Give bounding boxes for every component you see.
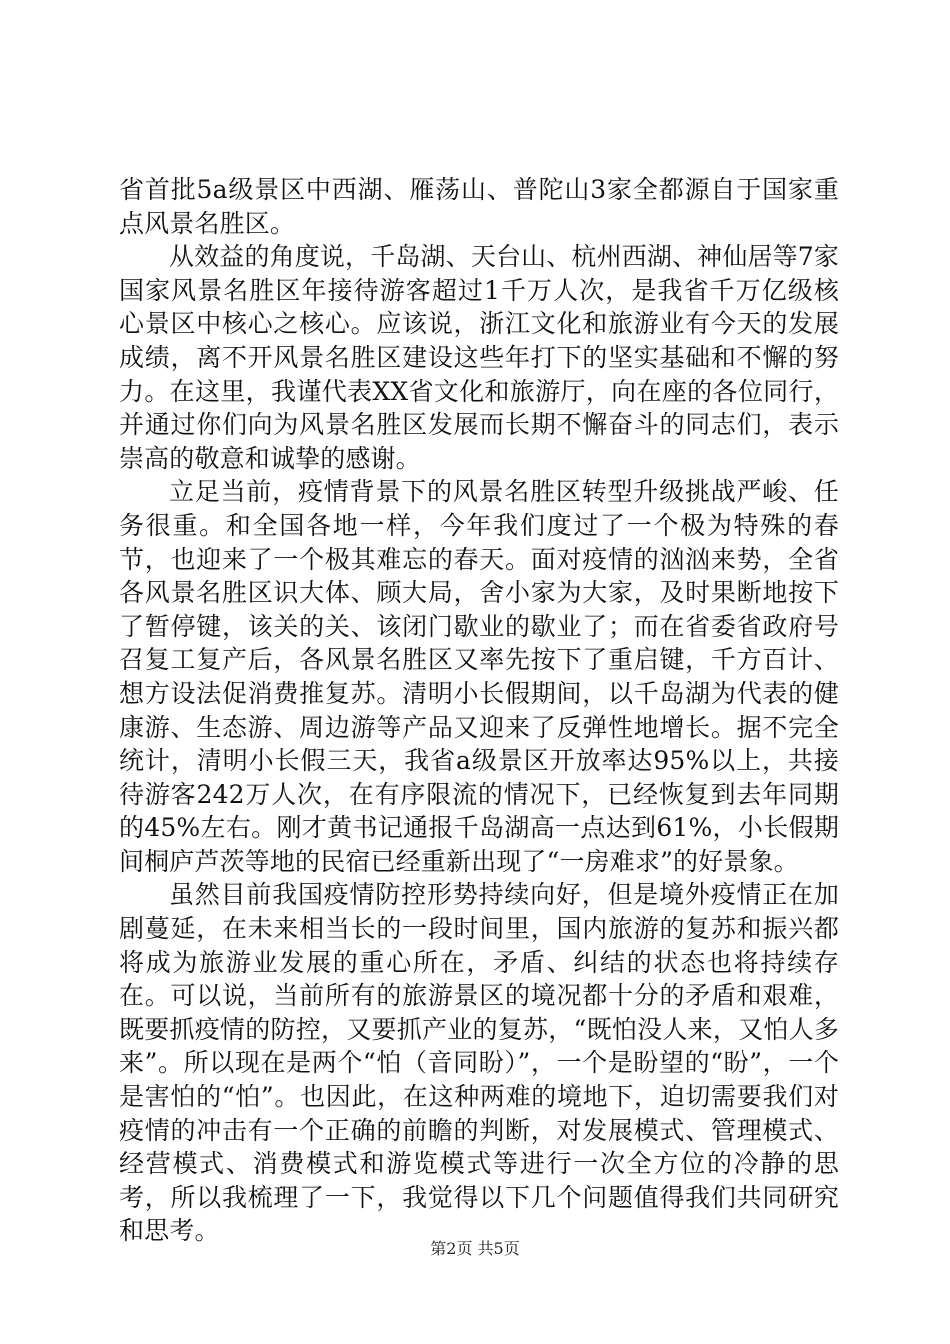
- page-footer: [0, 1238, 950, 1260]
- page-number-label: 第2页 共5页: [430, 1239, 520, 1258]
- paragraph-1: 省首批5a级景区中西湖、雁荡山、普陀山3家全都源自于国家重点风景名胜区。: [119, 175, 839, 238]
- paragraph-4: 虽然目前我国疫情防控形势持续向好，但是境外疫情正在加剧蔓延，在未来相当长的一段时间里，国内旅游的复苏和振兴都将成为旅游业发展的重心所在，矛盾、纠结的状态也将持续存在。可以说，当前所有的旅游景区的境况都十分的矛盾和艰难，既要抓疫情的防控，又要抓产业的复苏，“既怕没人来，又怕人多来”。所以现在是两个“怕（音同盼）”，一个是盼望的“盼”，一个是害怕的“怕”。也因此，在这种两难的境地下，迫切需要我们对疫情的冲击有一个正确的前瞻的判断，对发展模式、管理模式、经营模式、消费模式和游览模式等进行一次全方位的冷静的思考，所以我梳理了一下，我觉得以下几个问题值得我们共同研究和思考。: [119, 880, 839, 1246]
- paragraph-2: 从效益的角度说，千岛湖、天台山、杭州西湖、神仙居等7家国家风景名胜区年接待游客超过1千万人次，是我省千万亿级核心景区中核心之核心。应该说，浙江文化和旅游业有今天的发展成绩，离不开风景名胜区建设这些年打下的坚实基础和不懈的努力。在这里，我谨代表XX省文化和旅游厅，向在座的各位同行，并通过你们向为风景名胜区发展而长期不懈奋斗的同志们，表示崇高的敬意和诚挚的感谢。: [119, 242, 839, 473]
- document-body: [119, 173, 839, 1248]
- paragraph-3: 立足当前，疫情背景下的风景名胜区转型升级挑战严峻、任务很重。和全国各地一样，今年我们度过了一个极为特殊的春节，也迎来了一个极其难忘的春天。面对疫情的汹汹来势，全省各风景名胜区识大体、顾大局，舍小家为大家，及时果断地按下了暂停键，该关的关、该闭门歇业的歇业了；而在省委省政府号召复工复产后，各风景名胜区又率先按下了重启键，千方百计、想方设法促消费推复苏。清明小长假期间，以千岛湖为代表的健康游、生态游、周边游等产品又迎来了反弹性地增长。据不完全统计，清明小长假三天，我省a级景区开放率达95%以上，共接待游客242万人次，在有序限流的情况下，已经恢复到去年同期的45%左右。刚才黄书记通报千岛湖高一点达到61%，小长假期间桐庐芦茨等地的民宿已经重新出现了“一房难求”的好景象。: [119, 477, 839, 876]
